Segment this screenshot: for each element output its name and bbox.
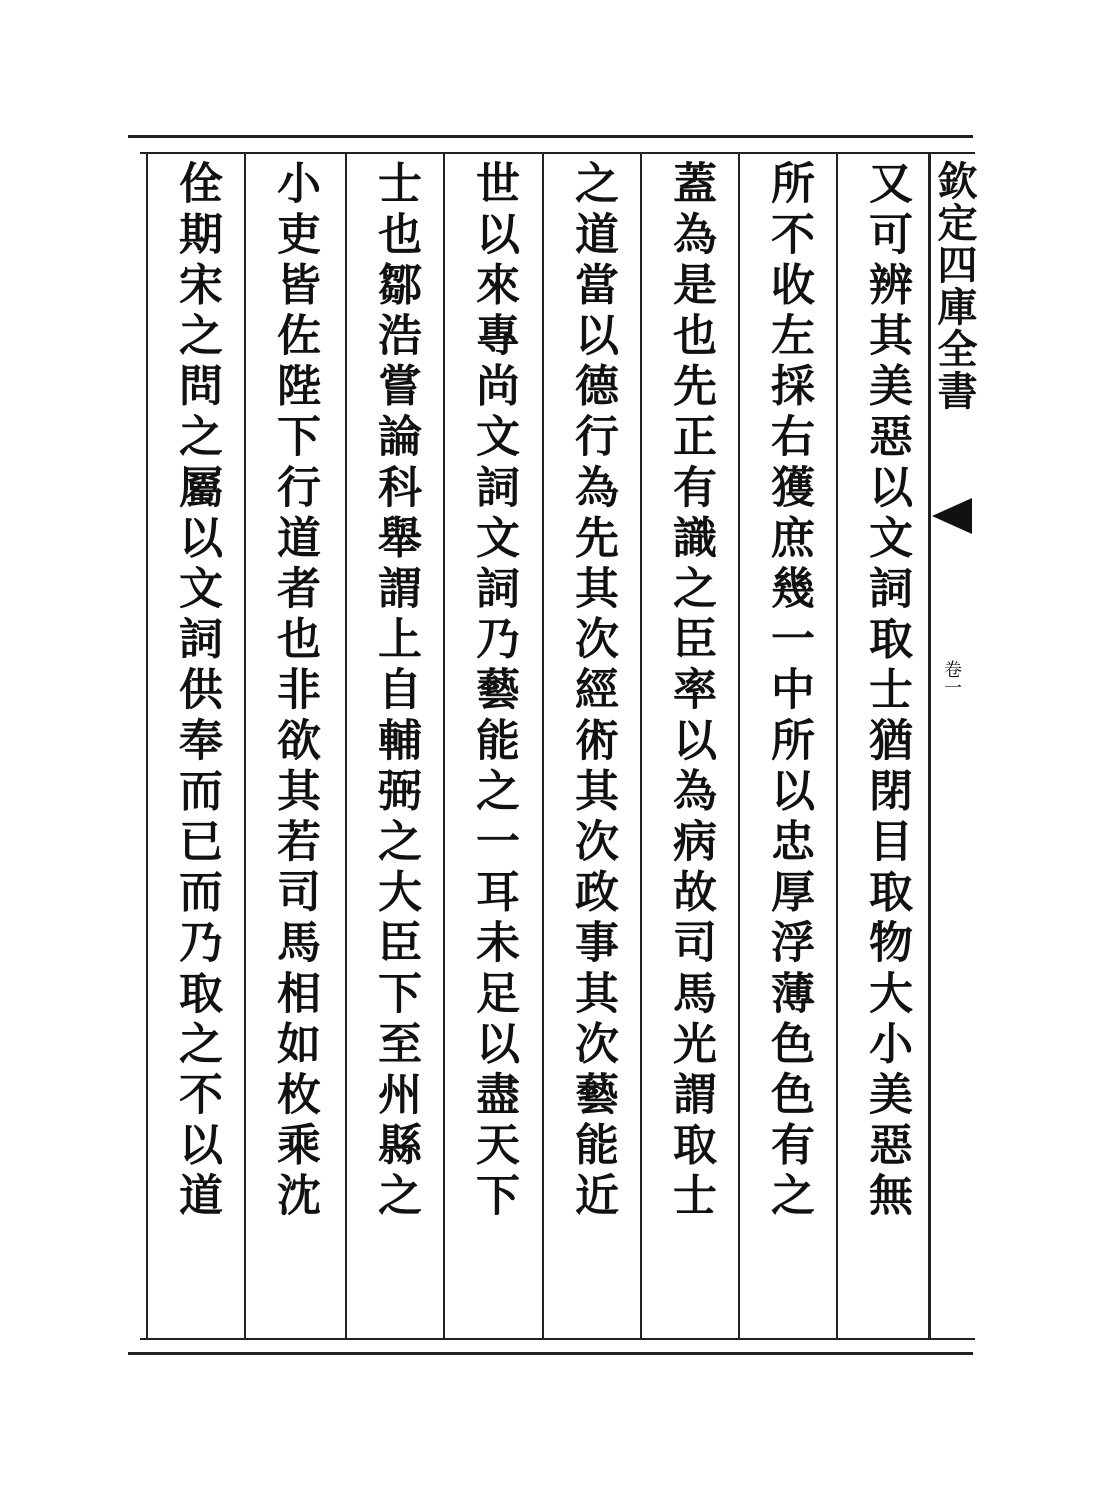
text-column: 所不收左採右獲庶幾一中所以忠厚浮薄色色有之 <box>763 160 814 1223</box>
bottom-border <box>140 1338 975 1340</box>
book-title: 欽定四庫全書 <box>931 160 978 412</box>
top-inner-border <box>140 152 975 154</box>
volume-label: 卷一 <box>941 660 962 696</box>
text-column: 世以來專尚文詞文詞乃藝能之一耳未足以盡天下 <box>468 160 519 1223</box>
top-border <box>128 135 973 138</box>
text-column: 又可辨其美惡以文詞取士猶閉目取物大小美惡無 <box>861 160 912 1223</box>
text-column: 小吏皆佐陛下行道者也非欲其若司馬相如枚乘沈 <box>269 160 320 1223</box>
fish-tail-mark-icon <box>932 498 972 534</box>
text-column: 士也鄒浩嘗論科舉謂上自輔弼之大臣下至州縣之 <box>370 160 421 1223</box>
text-column: 之道當以德行為先其次經術其次政事其次藝能近 <box>567 160 618 1223</box>
bottom-outer-border <box>128 1352 973 1355</box>
text-column: 佺期宋之問之屬以文詞供奉而已而乃取之不以道 <box>171 160 222 1223</box>
text-column: 蓋為是也先正有識之臣率以為病故司馬光謂取士 <box>665 160 716 1223</box>
